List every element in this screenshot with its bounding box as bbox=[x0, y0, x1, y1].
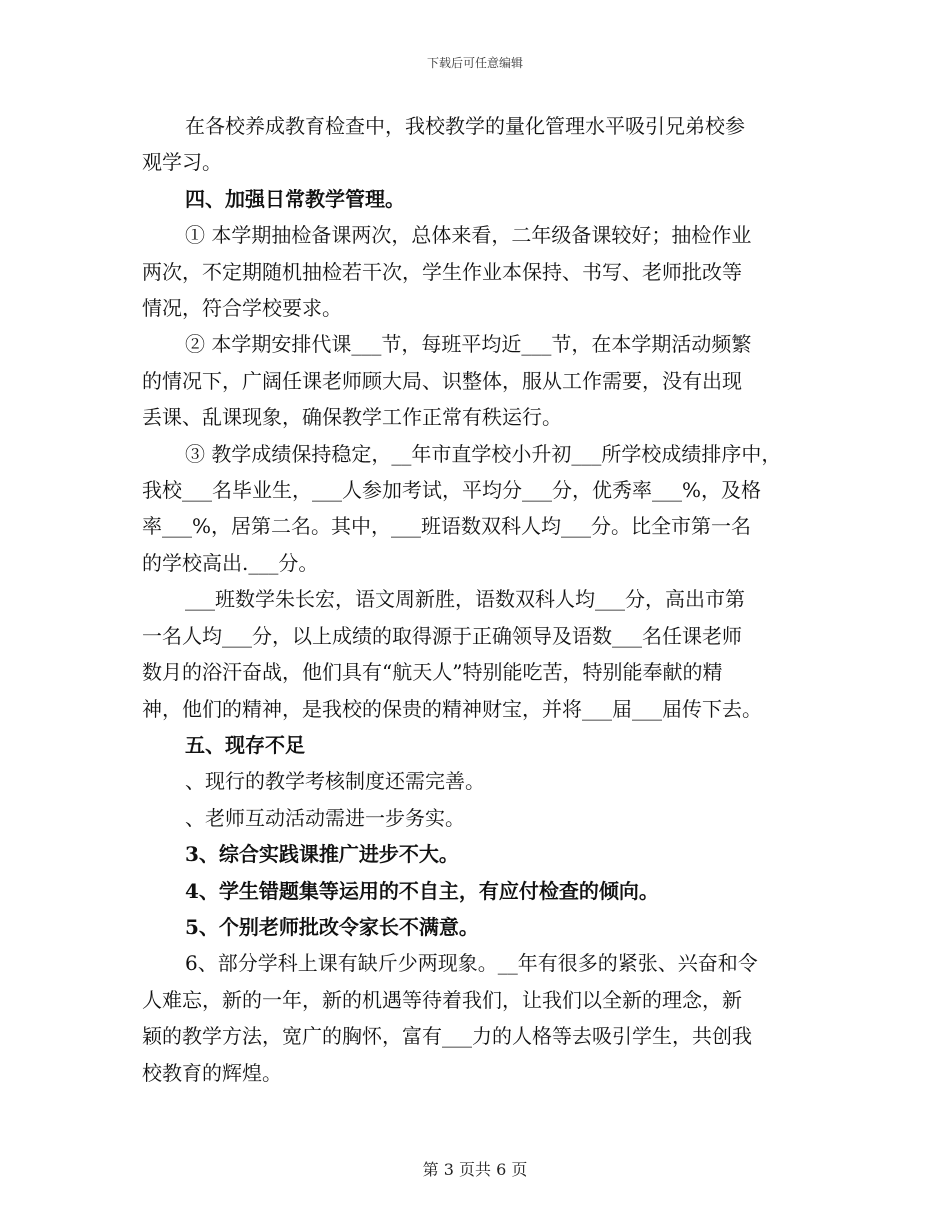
page-header: 下载后可任意编辑 bbox=[426, 56, 523, 70]
text-line: ② 本学期安排代课___节，每班平均近___节，在本学期活动频繁 bbox=[185, 332, 752, 357]
text-line: 颖的教学方法，宽广的胸怀，富有___力的人格等去吸引学生，共创我 bbox=[142, 1024, 752, 1049]
text-line: 的情况下，广阔任课老师顾大局、识整体，服从工作需要，没有出现 bbox=[142, 368, 742, 393]
section-heading: 四、加强日常教学管理。 bbox=[185, 186, 405, 211]
text-line: ___班数学朱长宏，语文周新胜，语数双科人均___分，高出市第 bbox=[185, 587, 745, 612]
section-heading: 五、现存不足 bbox=[185, 732, 305, 757]
text-line: 人难忘，新的一年，新的机遇等待着我们，让我们以全新的理念，新 bbox=[142, 987, 742, 1012]
text-line: 、老师互动活动需进一步务实。 bbox=[185, 805, 465, 830]
page-footer: 第 3 页共 6 页 bbox=[422, 1160, 528, 1179]
text-line: 丢课、乱课现象，确保教学工作正常有秩运行。 bbox=[142, 405, 562, 430]
text-line: 的学校高出.___分。 bbox=[142, 550, 319, 575]
text-line: 校教育的辉煌。 bbox=[142, 1060, 282, 1085]
text-line: 情况，符合学校要求。 bbox=[142, 296, 342, 321]
text-line: 、现行的教学考核制度还需完善。 bbox=[185, 769, 485, 794]
text-line: 6、部分学科上课有缺斤少两现象。__年有很多的紧张、兴奋和令 bbox=[185, 951, 758, 976]
text-line: 我校___名毕业生，___人参加考试，平均分___分，优秀率___%，及格 bbox=[142, 478, 762, 503]
text-line: ① 本学期抽检备课两次，总体来看，二年级备课较好；抽检作业 bbox=[185, 223, 752, 248]
text-line: 两次，不定期随机抽检若干次，学生作业本保持、书写、老师批改等 bbox=[142, 259, 742, 284]
text-line: 数月的浴汗奋战，他们具有“航天人”特别能吃苦，特别能奉献的精 bbox=[142, 660, 723, 685]
section-heading: 3、综合实践课推广进步不大。 bbox=[185, 842, 459, 867]
text-line: 一名人均___分，以上成绩的取得源于正确领导及语数___名任课老师 bbox=[142, 623, 742, 648]
text-line: ③ 教学成绩保持稳定，__年市直学校小升初___所学校成绩排序中， bbox=[185, 441, 782, 466]
section-heading: 5、个别老师批改令家长不满意。 bbox=[185, 914, 479, 939]
section-heading: 4、学生错题集等运用的不自主，有应付检查的倾向。 bbox=[185, 878, 659, 903]
text-line: 神，他们的精神，是我校的保贵的精神财宝，并将___届___届传下去。 bbox=[142, 696, 762, 721]
text-line: 率___%，居第二名。其中，___班语数双科人均___分。比全市第一名 bbox=[142, 514, 752, 539]
text-line: 观学习。 bbox=[142, 150, 222, 175]
text-line: 在各校养成教育检查中，我校教学的量化管理水平吸引兄弟校参 bbox=[185, 114, 745, 138]
document-body bbox=[142, 108, 814, 1091]
